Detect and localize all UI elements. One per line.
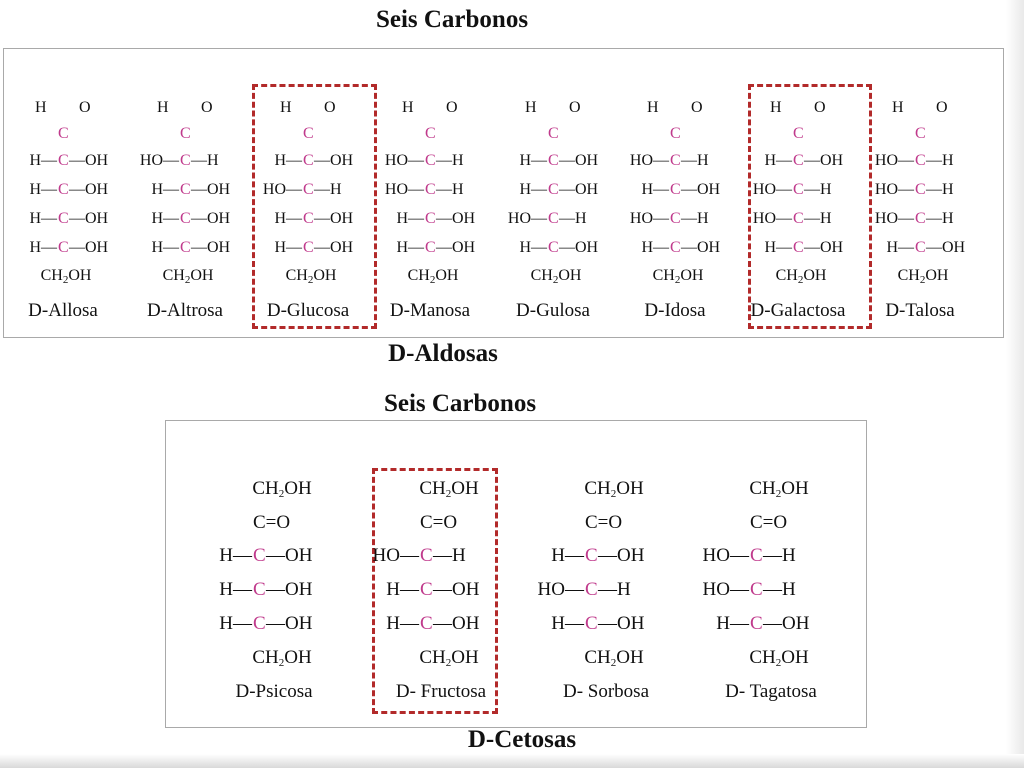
aldehyde-h: H [525, 99, 537, 116]
left-substituent: H— [716, 613, 749, 634]
aldehyde-carbon: C [915, 125, 926, 142]
keto-group: C=O [585, 512, 623, 533]
aldose-name: D-Talosa [885, 300, 955, 321]
ketose-name: D- Fructosa [395, 681, 487, 702]
aldehyde-o: O [691, 99, 703, 116]
left-substituent: HO— [874, 181, 914, 198]
left-substituent: HO— [384, 181, 424, 198]
right-substituent: —OH [681, 181, 721, 198]
left-substituent: HO— [139, 152, 179, 169]
terminal-group: $CH_2OH$ [252, 647, 312, 669]
chiral-carbon: C [670, 239, 681, 256]
top-group: $CH_2OH$ [419, 478, 479, 500]
right-substituent: —OH [314, 210, 354, 227]
right-substituent: —H [681, 152, 709, 169]
right-substituent: —OH [598, 613, 645, 634]
right-substituent: —OH [69, 181, 109, 198]
left-substituent: H— [886, 239, 914, 256]
left-substituent: HO— [702, 545, 749, 566]
page-edge-shadow [1006, 0, 1024, 768]
right-substituent: —H [598, 579, 631, 600]
right-substituent: —H [681, 210, 709, 227]
chiral-carbon: C [253, 545, 266, 566]
ketoses-title: Seis Carbonos [383, 390, 537, 417]
chiral-carbon: C [58, 210, 69, 227]
left-substituent: HO— [507, 210, 547, 227]
chiral-carbon: C [793, 239, 804, 256]
right-substituent: —OH [763, 613, 810, 634]
top-group: $CH_2OH$ [749, 478, 809, 500]
chiral-carbon: C [303, 152, 314, 169]
left-substituent: H— [641, 239, 669, 256]
left-substituent: H— [386, 579, 419, 600]
aldehyde-o: O [569, 99, 581, 116]
top-group: $CH_2OH$ [252, 478, 312, 500]
right-substituent: —H [926, 181, 954, 198]
chiral-carbon: C [425, 210, 436, 227]
chiral-carbon: C [58, 239, 69, 256]
ketoses-footer: D-Cetosas [467, 726, 577, 753]
aldehyde-h: H [35, 99, 47, 116]
aldehyde-o: O [814, 99, 826, 116]
chiral-carbon: C [670, 210, 681, 227]
right-substituent: —H [314, 181, 342, 198]
chiral-carbon: C [58, 152, 69, 169]
aldehyde-o: O [936, 99, 948, 116]
right-substituent: —OH [436, 210, 476, 227]
left-substituent: H— [219, 579, 252, 600]
left-substituent: HO— [262, 181, 302, 198]
left-substituent: H— [396, 239, 424, 256]
right-substituent: —OH [681, 239, 721, 256]
aldehyde-carbon: C [303, 125, 314, 142]
aldehyde-carbon: C [793, 125, 804, 142]
chiral-carbon: C [915, 239, 926, 256]
right-substituent: —OH [314, 239, 354, 256]
right-substituent: —OH [191, 210, 231, 227]
left-substituent: HO— [537, 579, 584, 600]
right-substituent: —OH [559, 239, 599, 256]
chiral-carbon: C [548, 152, 559, 169]
aldose-name: D-Idosa [644, 300, 706, 321]
aldehyde-carbon: C [670, 125, 681, 142]
aldoses-footer: D-Aldosas [388, 340, 498, 367]
ketose-name: D- Sorbosa [562, 681, 650, 702]
chiral-carbon: C [420, 545, 433, 566]
left-substituent: HO— [702, 579, 749, 600]
left-substituent: H— [151, 210, 179, 227]
chiral-carbon: C [915, 181, 926, 198]
chiral-carbon: C [420, 613, 433, 634]
left-substituent: H— [274, 152, 302, 169]
aldehyde-h: H [770, 99, 782, 116]
right-substituent: —H [559, 210, 587, 227]
right-substituent: —OH [804, 152, 844, 169]
chiral-carbon: C [303, 210, 314, 227]
left-substituent: H— [551, 545, 584, 566]
left-substituent: H— [519, 181, 547, 198]
aldehyde-h: H [157, 99, 169, 116]
chiral-carbon: C [750, 613, 763, 634]
glucosa-highlight [252, 84, 377, 329]
aldose-name: D-Glucosa [266, 300, 350, 321]
right-substituent: —OH [433, 613, 480, 634]
terminal-group: $CH_2OH$ [162, 267, 214, 286]
right-substituent: —H [191, 152, 219, 169]
left-substituent: H— [386, 613, 419, 634]
chiral-carbon: C [670, 181, 681, 198]
terminal-group: $CH_2OH$ [652, 267, 704, 286]
right-substituent: —OH [314, 152, 354, 169]
top-group: $CH_2OH$ [584, 478, 644, 500]
chiral-carbon: C [548, 181, 559, 198]
aldose-name: D-Galactosa [750, 300, 846, 321]
right-substituent: —OH [559, 181, 599, 198]
right-substituent: —OH [69, 239, 109, 256]
chiral-carbon: C [425, 239, 436, 256]
aldose-name: D-Allosa [28, 300, 98, 321]
chiral-carbon: C [548, 239, 559, 256]
left-substituent: H— [29, 181, 57, 198]
right-substituent: —OH [266, 613, 313, 634]
ketose-name: D-Psicosa [235, 681, 313, 702]
right-substituent: —OH [191, 239, 231, 256]
aldose-name: D-Manosa [389, 300, 471, 321]
keto-group: C=O [253, 512, 291, 533]
aldehyde-h: H [892, 99, 904, 116]
right-substituent: —H [436, 181, 464, 198]
right-substituent: —OH [266, 579, 313, 600]
terminal-group: $CH_2OH$ [749, 647, 809, 669]
right-substituent: —OH [191, 181, 231, 198]
left-substituent: H— [219, 545, 252, 566]
terminal-group: $CH_2OH$ [775, 267, 827, 286]
chiral-carbon: C [425, 152, 436, 169]
chiral-carbon: C [585, 613, 598, 634]
chiral-carbon: C [750, 579, 763, 600]
right-substituent: —OH [266, 545, 313, 566]
chiral-carbon: C [253, 613, 266, 634]
aldehyde-carbon: C [548, 125, 559, 142]
right-substituent: —H [436, 152, 464, 169]
left-substituent: H— [519, 239, 547, 256]
aldehyde-o: O [324, 99, 336, 116]
chiral-carbon: C [585, 579, 598, 600]
aldehyde-carbon: C [425, 125, 436, 142]
left-substituent: H— [764, 239, 792, 256]
chiral-carbon: C [253, 579, 266, 600]
left-substituent: HO— [384, 152, 424, 169]
right-substituent: —OH [69, 152, 109, 169]
right-substituent: —H [763, 545, 796, 566]
right-substituent: —H [804, 181, 832, 198]
left-substituent: H— [274, 239, 302, 256]
chiral-carbon: C [180, 181, 191, 198]
right-substituent: —OH [926, 239, 966, 256]
chiral-carbon: C [915, 152, 926, 169]
right-substituent: —OH [69, 210, 109, 227]
left-substituent: H— [151, 181, 179, 198]
right-substituent: —OH [559, 152, 599, 169]
aldose-name: D-Gulosa [516, 300, 590, 321]
chiral-carbon: C [420, 579, 433, 600]
left-substituent: HO— [629, 210, 669, 227]
right-substituent: —H [926, 210, 954, 227]
left-substituent: H— [641, 181, 669, 198]
chiral-carbon: C [915, 210, 926, 227]
left-substituent: HO— [874, 152, 914, 169]
left-substituent: HO— [629, 152, 669, 169]
right-substituent: —H [926, 152, 954, 169]
aldehyde-o: O [201, 99, 213, 116]
chiral-carbon: C [793, 181, 804, 198]
left-substituent: HO— [874, 210, 914, 227]
terminal-group: $CH_2OH$ [419, 647, 479, 669]
right-substituent: —OH [436, 239, 476, 256]
left-substituent: H— [29, 152, 57, 169]
chiral-carbon: C [585, 545, 598, 566]
left-substituent: H— [151, 239, 179, 256]
chiral-carbon: C [670, 152, 681, 169]
left-substituent: H— [551, 613, 584, 634]
chiral-carbon: C [425, 181, 436, 198]
aldoses-title: Seis Carbonos [375, 6, 529, 33]
aldehyde-h: H [402, 99, 414, 116]
left-substituent: H— [29, 239, 57, 256]
chiral-carbon: C [793, 210, 804, 227]
aldehyde-o: O [446, 99, 458, 116]
keto-group: C=O [750, 512, 788, 533]
terminal-group: $CH_2OH$ [897, 267, 949, 286]
left-substituent: H— [219, 613, 252, 634]
ketose-name: D- Tagatosa [725, 681, 817, 702]
chiral-carbon: C [180, 152, 191, 169]
right-substituent: —H [433, 545, 466, 566]
aldose-name: D-Altrosa [147, 300, 223, 321]
left-substituent: H— [764, 152, 792, 169]
chiral-carbon: C [180, 210, 191, 227]
right-substituent: —H [763, 579, 796, 600]
keto-group: C=O [420, 512, 458, 533]
terminal-group: $CH_2OH$ [530, 267, 582, 286]
chiral-carbon: C [303, 181, 314, 198]
left-substituent: H— [519, 152, 547, 169]
right-substituent: —OH [804, 239, 844, 256]
chiral-carbon: C [750, 545, 763, 566]
right-substituent: —OH [433, 579, 480, 600]
chiral-carbon: C [548, 210, 559, 227]
left-substituent: HO— [372, 545, 419, 566]
aldehyde-h: H [280, 99, 292, 116]
terminal-group: $CH_2OH$ [584, 647, 644, 669]
terminal-group: $CH_2OH$ [40, 267, 92, 286]
chiral-carbon: C [303, 239, 314, 256]
aldehyde-o: O [79, 99, 91, 116]
page-bottom-shadow [0, 754, 1024, 768]
aldehyde-h: H [647, 99, 659, 116]
aldehyde-carbon: C [180, 125, 191, 142]
chiral-carbon: C [58, 181, 69, 198]
left-substituent: HO— [752, 210, 792, 227]
galactosa-highlight [748, 84, 872, 329]
left-substituent: H— [29, 210, 57, 227]
left-substituent: H— [274, 210, 302, 227]
right-substituent: —H [804, 210, 832, 227]
terminal-group: $CH_2OH$ [285, 267, 337, 286]
chiral-carbon: C [180, 239, 191, 256]
chiral-carbon: C [793, 152, 804, 169]
left-substituent: HO— [752, 181, 792, 198]
right-substituent: —OH [598, 545, 645, 566]
aldehyde-carbon: C [58, 125, 69, 142]
left-substituent: H— [396, 210, 424, 227]
terminal-group: $CH_2OH$ [407, 267, 459, 286]
